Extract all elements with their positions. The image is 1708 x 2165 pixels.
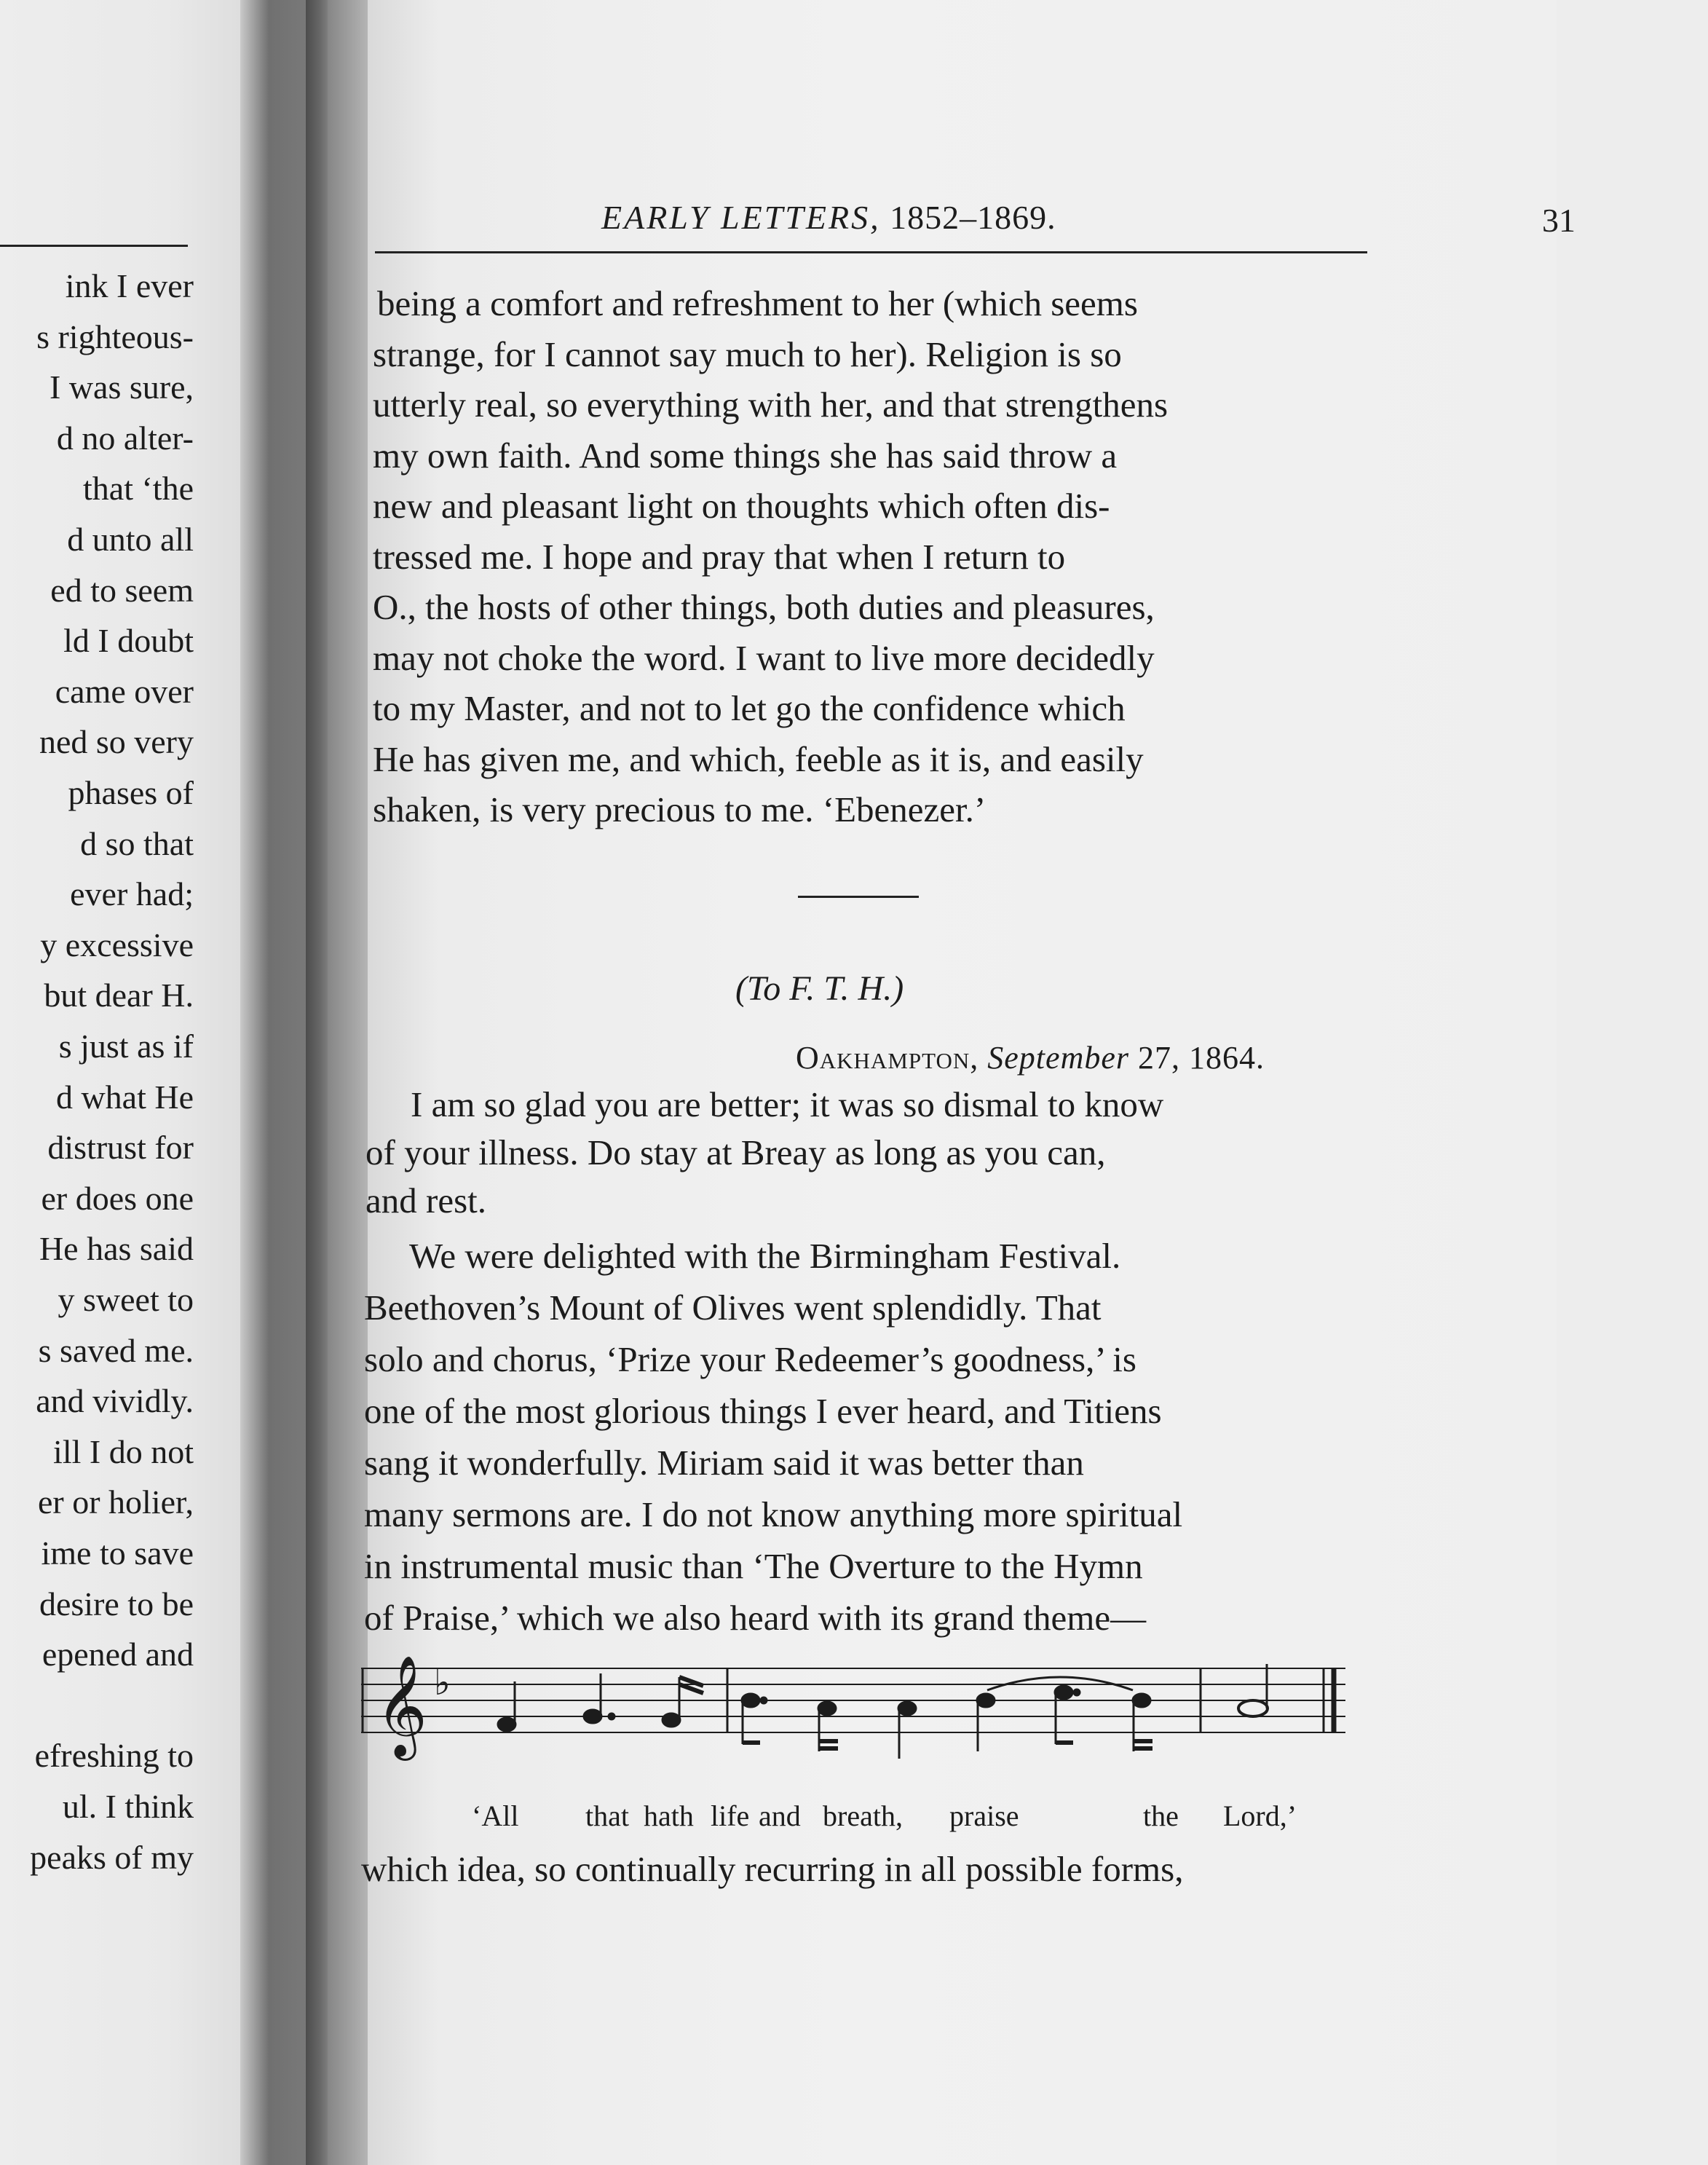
text-line: O., the hosts of other things, both duties and pleasures, bbox=[373, 587, 1155, 627]
text-line: utterly real, so everything with her, and that strengthens bbox=[373, 385, 1169, 425]
text-line: and rest. bbox=[365, 1180, 486, 1220]
letter-dateline bbox=[796, 1039, 1265, 1076]
text-line: of your illness. Do stay at Breay as long as you can, bbox=[365, 1132, 1106, 1172]
text-line: may not choke the word. I want to live more decidedly bbox=[373, 637, 1155, 678]
left-page-line: epened and bbox=[41, 1636, 194, 1673]
music-caption-word: breath, bbox=[823, 1799, 903, 1832]
left-page-line: ill I do not bbox=[53, 1432, 194, 1470]
running-title bbox=[601, 198, 1056, 237]
left-page-line: I was sure, bbox=[50, 368, 194, 406]
left-page-line: s righteous- bbox=[36, 318, 194, 355]
left-page-line: that ‘the bbox=[83, 470, 194, 508]
music-caption-word: the bbox=[1143, 1799, 1179, 1832]
music-caption-word: and bbox=[759, 1799, 801, 1832]
text-line: to my Master, and not to let go the confidence which bbox=[373, 688, 1126, 728]
music-caption-word: Lord,’ bbox=[1223, 1799, 1297, 1832]
text-line: shaken, is very precious to me. ‘Ebenezer.’ bbox=[373, 789, 987, 829]
music-caption-word: hath bbox=[644, 1799, 694, 1832]
left-page-line: ink I ever bbox=[65, 267, 194, 304]
text-line: sang it wonderfully. Miriam said it was better than bbox=[364, 1443, 1084, 1483]
text-line: my own faith. And some things she has said throw a bbox=[373, 435, 1118, 476]
left-page-line: efreshing to bbox=[34, 1737, 194, 1775]
left-page-line: d what He bbox=[55, 1078, 194, 1116]
gutter-shadow bbox=[306, 0, 328, 2165]
left-page-line: y sweet to bbox=[58, 1281, 194, 1318]
left-page-line: desire to be bbox=[39, 1585, 194, 1622]
left-page-line: ime to save bbox=[41, 1534, 194, 1572]
music-caption-word: that bbox=[585, 1799, 629, 1832]
header-rule bbox=[375, 251, 1367, 253]
left-page-line: y excessive bbox=[40, 926, 194, 963]
text-line: tressed me. I hope and pray that when I return to bbox=[373, 536, 1066, 577]
text-line: many sermons are. I do not know anything more spiritual bbox=[364, 1494, 1183, 1534]
left-page-line: peaks of my bbox=[30, 1838, 194, 1876]
section-separator bbox=[798, 896, 919, 898]
text-line: I am so glad you are better; it was so dismal to know bbox=[411, 1084, 1164, 1124]
left-page-line: came over bbox=[55, 672, 194, 710]
left-page-line: d unto all bbox=[67, 521, 194, 558]
music-caption-word: ‘All bbox=[472, 1799, 519, 1832]
running-title-italic: EARLY LETTERS, bbox=[601, 199, 881, 236]
text-line: of Praise,’ which we also heard with its grand theme— bbox=[364, 1598, 1147, 1638]
left-page-line: and vividly. bbox=[36, 1382, 194, 1420]
text-line: new and pleasant light on thoughts which often dis- bbox=[373, 486, 1110, 526]
closing-line: which idea, so continually recurring in all possible forms, bbox=[361, 1849, 1184, 1889]
text-line: He has given me, and which, feeble as it is, and easily bbox=[373, 738, 1144, 779]
left-page-line: ed to seem bbox=[50, 571, 194, 609]
text-line: Beethoven’s Mount of Olives went splendidly. That bbox=[364, 1287, 1102, 1328]
dateline-month: September bbox=[987, 1040, 1129, 1076]
previous-page bbox=[0, 0, 240, 2165]
text-line: being a comfort and refreshment to her (which seems bbox=[377, 283, 1138, 323]
music-caption-word: praise bbox=[949, 1799, 1019, 1832]
left-page-line: d no alter- bbox=[56, 419, 194, 457]
dateline-day-year: 27, 1864. bbox=[1138, 1040, 1265, 1076]
left-page-line: ever had; bbox=[70, 875, 194, 913]
treble-clef-icon: 𝄞 bbox=[376, 1655, 427, 1756]
text-line: We were delighted with the Birmingham Festival. bbox=[409, 1236, 1121, 1276]
left-page-line: ul. I think bbox=[62, 1788, 194, 1825]
flat-sign-icon: ♭ bbox=[434, 1663, 451, 1703]
left-page-line: s saved me. bbox=[38, 1331, 194, 1369]
text-line: one of the most glorious things I ever heard, and Titiens bbox=[364, 1391, 1162, 1431]
current-page bbox=[368, 0, 1557, 2165]
left-page-line: d so that bbox=[80, 824, 194, 862]
text-line: solo and chorus, ‘Prize your Redeemer’s goodness,’ is bbox=[364, 1339, 1136, 1379]
dateline-place: Oakhampton, bbox=[796, 1040, 979, 1076]
music-caption-word: life bbox=[711, 1799, 750, 1832]
musical-notation bbox=[361, 1649, 1345, 1784]
left-page-rule bbox=[0, 245, 188, 247]
letter-addressee: (To F. T. H.) bbox=[735, 969, 904, 1008]
left-page-line: ned so very bbox=[39, 723, 194, 761]
left-page-line: phases of bbox=[68, 774, 194, 811]
page-number: 31 bbox=[1542, 202, 1575, 239]
text-line: strange, for I cannot say much to her). Religion is so bbox=[373, 334, 1122, 374]
text-line: in instrumental music than ‘The Overture to the Hymn bbox=[364, 1546, 1143, 1586]
left-page-line: er or holier, bbox=[37, 1483, 194, 1521]
left-page-line: but dear H. bbox=[44, 977, 194, 1014]
left-page-line: He has said bbox=[39, 1230, 194, 1268]
left-page-line: er does one bbox=[41, 1179, 194, 1217]
running-title-years: 1852–1869. bbox=[890, 199, 1056, 236]
left-page-line: s just as if bbox=[58, 1028, 194, 1065]
left-page-line: distrust for bbox=[47, 1129, 194, 1167]
left-page-line: ld I doubt bbox=[63, 622, 194, 660]
